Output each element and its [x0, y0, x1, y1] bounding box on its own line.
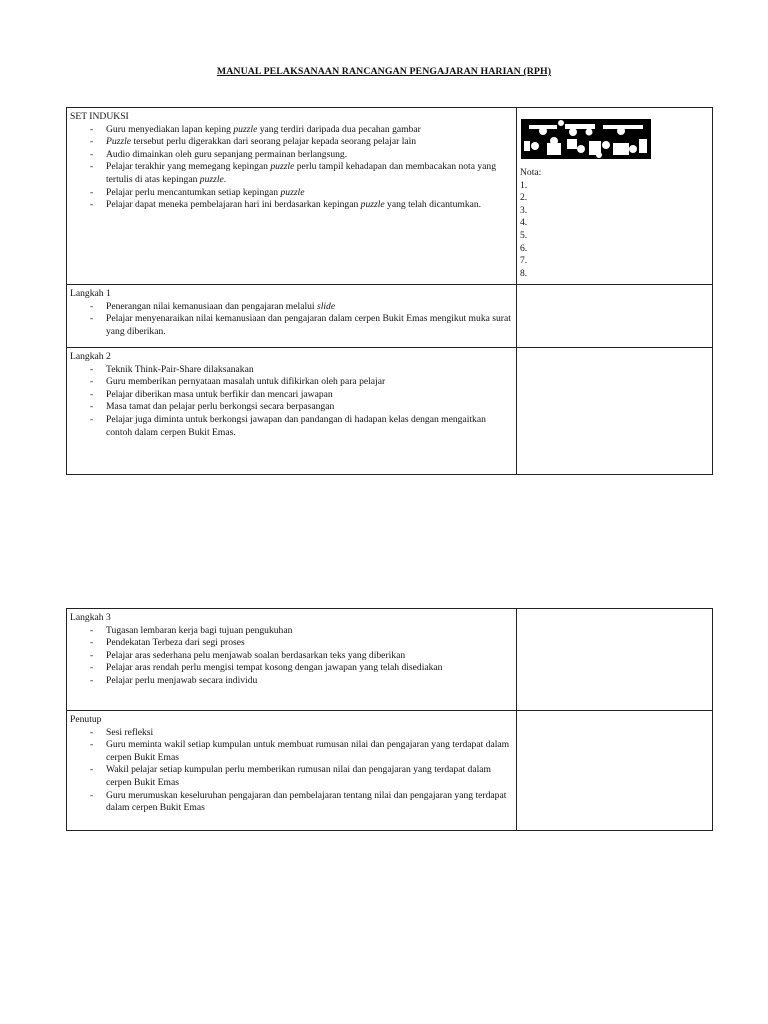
list-item: - Masa tamat dan pelajar perlu berkongsi secara berpasangan: [88, 401, 512, 414]
langkah-2-heading: Langkah 2: [70, 351, 111, 362]
list-item: - Pelajar dapat meneka pembelajaran hari ini berdasarkan kepingan puzzle yang telah dicantumkan.: [88, 199, 512, 212]
row-langkah-3: [67, 609, 713, 711]
list-item: - Puzzle tersebut perlu digerakkan dari seorang pelajar kepada seorang pelajar lain: [88, 136, 512, 149]
nota-item: 1.: [520, 179, 528, 191]
list-item: - Guru meminta wakil setiap kumpulan untuk membuat rumusan nilai dan pengajaran yang terdapat dalam cerpen Bukit Emas: [88, 739, 512, 764]
langkah-2-list: [70, 364, 512, 440]
rph-table-1: [66, 107, 713, 475]
nota-item: 3.: [520, 204, 528, 216]
set-induksi-side-cell: [517, 108, 713, 285]
langkah-1-list: [70, 301, 512, 339]
langkah-1-cell: [67, 285, 517, 348]
list-item: - Tugasan lembaran kerja bagi tujuan pengukuhan: [88, 625, 512, 638]
rph-table-2: [66, 608, 713, 831]
langkah-2-cell: [67, 348, 517, 475]
set-induksi-heading: SET INDUKSI: [70, 111, 129, 122]
nota-list: [520, 180, 708, 281]
list-item: - Teknik Think-Pair-Share dilaksanakan: [88, 364, 512, 377]
list-item: - Pelajar menyenaraikan nilai kemanusiaan dan pengajaran dalam cerpen Bukit Emas mengikut muka surat yang diberikan.: [88, 313, 512, 338]
langkah-3-cell: [67, 609, 517, 711]
puzzle-pieces-image: [521, 119, 651, 159]
row-langkah-1: [67, 285, 713, 348]
row-langkah-2: [67, 348, 713, 475]
nota-item: 4.: [520, 217, 528, 229]
row-penutup: [67, 711, 713, 831]
nota-item: 8.: [520, 267, 528, 279]
list-item: - Wakil pelajar setiap kumpulan perlu memberikan rumusan nilai dan pengajaran yang terdapat dalam cerpen Bukit Emas: [88, 764, 512, 789]
langkah-2-side-cell: [517, 348, 713, 475]
list-item: - Pelajar aras rendah perlu mengisi tempat kosong dengan jawapan yang telah disediakan: [88, 662, 512, 675]
penutup-side-cell: [517, 711, 713, 831]
list-item: - Pelajar juga diminta untuk berkongsi jawapan dan pandangan di hadapan kelas dengan mengaitkan contoh dalam cerpen Bukit Emas.: [88, 414, 512, 439]
row-set-induksi: [67, 108, 713, 285]
list-item: - Audio dimainkan oleh guru sepanjang permainan berlangsung.: [88, 149, 512, 162]
langkah-3-list: [70, 625, 512, 688]
nota-item: 6.: [520, 242, 528, 254]
penutup-heading: Penutup: [70, 714, 102, 725]
list-item: - Pelajar perlu menjawab secara individu: [88, 675, 512, 688]
penutup-list: [70, 727, 512, 815]
nota-block: [520, 167, 708, 280]
langkah-3-heading: Langkah 3: [70, 612, 111, 623]
langkah-1-side-cell: [517, 285, 713, 348]
list-item: - Guru memberikan pernyataan masalah untuk difikirkan oleh para pelajar: [88, 376, 512, 389]
nota-item: 5.: [520, 229, 528, 241]
list-item: - Pelajar terakhir yang memegang kepingan puzzle perlu tampil kehadapan dan membacakan nota yang tertulis di atas kepingan puzzle.: [88, 161, 512, 186]
list-item: - Guru menyediakan lapan keping puzzle yang terdiri daripada dua pecahan gambar: [88, 124, 512, 137]
nota-item: 2.: [520, 192, 528, 204]
list-item: - Sesi refleksi: [88, 727, 512, 740]
list-item: - Penerangan nilai kemanusiaan dan pengajaran melalui slide: [88, 301, 512, 314]
list-item: - Pelajar diberikan masa untuk berfikir dan mencari jawapan: [88, 389, 512, 402]
set-induksi-list: [70, 124, 512, 212]
list-item: - Pendekatan Terbeza dari segi proses: [88, 637, 512, 650]
list-item: - Pelajar perlu mencantumkan setiap kepingan puzzle: [88, 187, 512, 200]
list-item: - Guru merumuskan keseluruhan pengajaran dan pembelajaran tentang nilai dan pengajaran yang terdapat dalam cerpen Bukit Emas: [88, 790, 512, 815]
list-item: - Pelajar aras sederhana pelu menjawab soalan berdasarkan teks yang diberikan: [88, 650, 512, 663]
penutup-cell: [67, 711, 517, 831]
document-title: MANUAL PELAKSANAAN RANCANGAN PENGAJARAN HARIAN (RPH): [216, 66, 552, 77]
nota-label: Nota:: [520, 167, 542, 178]
langkah-3-side-cell: [517, 609, 713, 711]
langkah-1-heading: Langkah 1: [70, 288, 111, 299]
nota-item: 7.: [520, 255, 528, 267]
set-induksi-cell: [67, 108, 517, 285]
